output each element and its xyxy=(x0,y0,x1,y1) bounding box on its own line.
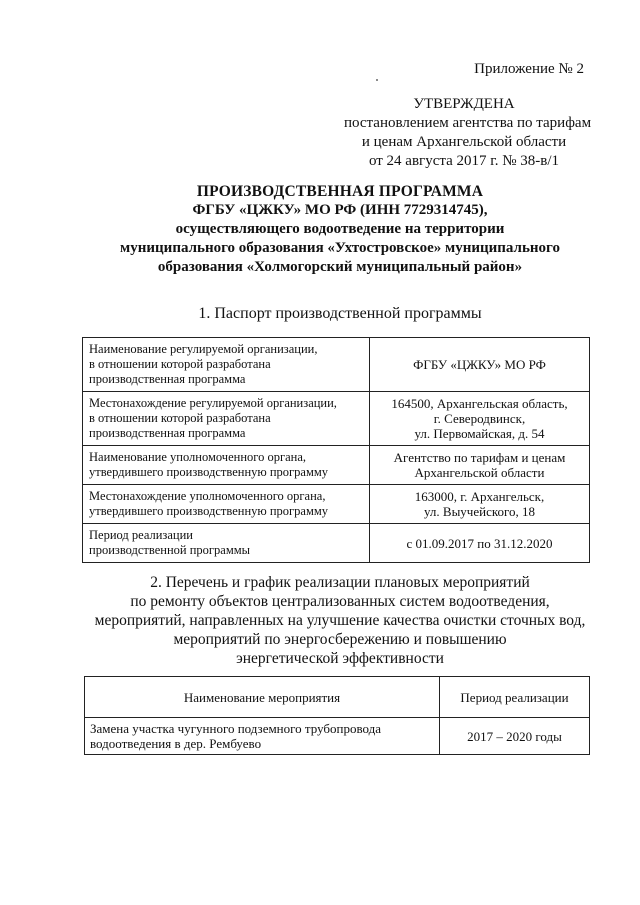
approval-line-1: постановлением агентства по тарифам xyxy=(344,115,592,131)
row-value xyxy=(370,524,590,563)
document-title xyxy=(60,182,620,277)
section2-heading-line: мероприятий, направленных на улучшение качества очистки сточных вод, xyxy=(94,612,586,629)
table-row xyxy=(83,485,590,524)
passport-table xyxy=(82,337,590,563)
cell-line: производственная программа xyxy=(89,426,246,440)
row-value xyxy=(370,446,590,485)
col-header-name: Наименование мероприятия xyxy=(85,677,440,718)
section2-heading xyxy=(60,573,620,668)
approved-label: УТВЕРЖДЕНА xyxy=(413,96,515,112)
row-value xyxy=(370,392,590,446)
row-value xyxy=(370,338,590,392)
cell-line: ул. Выучейского, 18 xyxy=(423,504,536,519)
title-line-5: образования «Холмогорский муниципальный район» xyxy=(157,259,523,275)
annex-number: Приложение № 2 xyxy=(474,61,584,77)
title-line-4: муниципального образования «Ухтостровское» муниципального xyxy=(120,240,560,256)
section2-heading-line: мероприятий по энергосбережению и повышению xyxy=(173,631,507,648)
cell-line: Период реализации xyxy=(89,528,193,542)
section1-heading: 1. Паспорт производственной программы xyxy=(198,305,482,322)
row-label xyxy=(83,485,370,524)
cell-line: 164500, Архангельская область, xyxy=(391,396,568,411)
table-row xyxy=(83,338,590,392)
cell-line: ФГБУ «ЦЖКУ» МО РФ xyxy=(413,357,546,372)
table-row xyxy=(83,392,590,446)
cell-line: Местонахождение регулируемой организации, xyxy=(89,396,337,410)
measures-table xyxy=(84,676,590,755)
col-header-period: Период реализации xyxy=(440,677,590,718)
approval-line-3: от 24 августа 2017 г. № 38-в/1 xyxy=(368,153,560,169)
row-label xyxy=(83,392,370,446)
table-row xyxy=(83,446,590,485)
row-label xyxy=(83,338,370,392)
table-header-row xyxy=(85,677,590,718)
row-label xyxy=(83,524,370,563)
cell-line: водоотведения в дер. Рембуево xyxy=(90,736,262,751)
cell-line: в отношении которой разработана xyxy=(89,357,271,371)
cell-line: 163000, г. Архангельск, xyxy=(414,489,545,504)
cell-line: г. Северодвинск, xyxy=(433,411,526,426)
measure-name xyxy=(85,718,440,755)
cell-line: Наименование регулируемой организации, xyxy=(89,342,318,356)
section2-heading-line: энергетической эффективности xyxy=(236,650,444,667)
section2-heading-line: 2. Перечень и график реализации плановых мероприятий xyxy=(150,574,530,591)
cell-line: Архангельской области xyxy=(414,465,545,480)
cell-line: производственной программы xyxy=(89,543,251,557)
cell-line: утвердившего производственную программу xyxy=(89,504,329,518)
cell-line: ул. Первомайская, д. 54 xyxy=(414,426,545,441)
title-line-3: осуществляющего водоотведение на территории xyxy=(175,221,505,237)
measure-period: 2017 – 2020 годы xyxy=(440,718,590,755)
title-line-2: ФГБУ «ЦЖКУ» МО РФ (ИНН 7729314745), xyxy=(192,202,488,218)
table-row xyxy=(85,718,590,755)
cell-line: Агентство по тарифам и ценам xyxy=(393,450,566,465)
approval-line-2: и ценам Архангельской области xyxy=(361,134,567,150)
cell-line: производственная программа xyxy=(89,372,246,386)
approval-stamp xyxy=(344,60,592,171)
section2-heading-line: по ремонту объектов централизованных систем водоотведения, xyxy=(130,593,550,610)
cell-line: Наименование уполномоченного органа, xyxy=(89,450,306,464)
cell-line: Местонахождение уполномоченного органа, xyxy=(89,489,326,503)
row-value xyxy=(370,485,590,524)
row-label xyxy=(83,446,370,485)
cell-line: утвердившего производственную программу xyxy=(89,465,329,479)
approval-block xyxy=(344,95,592,171)
cell-line: с 01.09.2017 по 31.12.2020 xyxy=(406,535,553,551)
title-line-1: ПРОИЗВОДСТВЕННАЯ ПРОГРАММА xyxy=(196,183,484,200)
cell-line: в отношении которой разработана xyxy=(89,411,271,425)
cell-line: Замена участка чугунного подземного трубопровода xyxy=(90,721,382,736)
table-row xyxy=(83,524,590,563)
